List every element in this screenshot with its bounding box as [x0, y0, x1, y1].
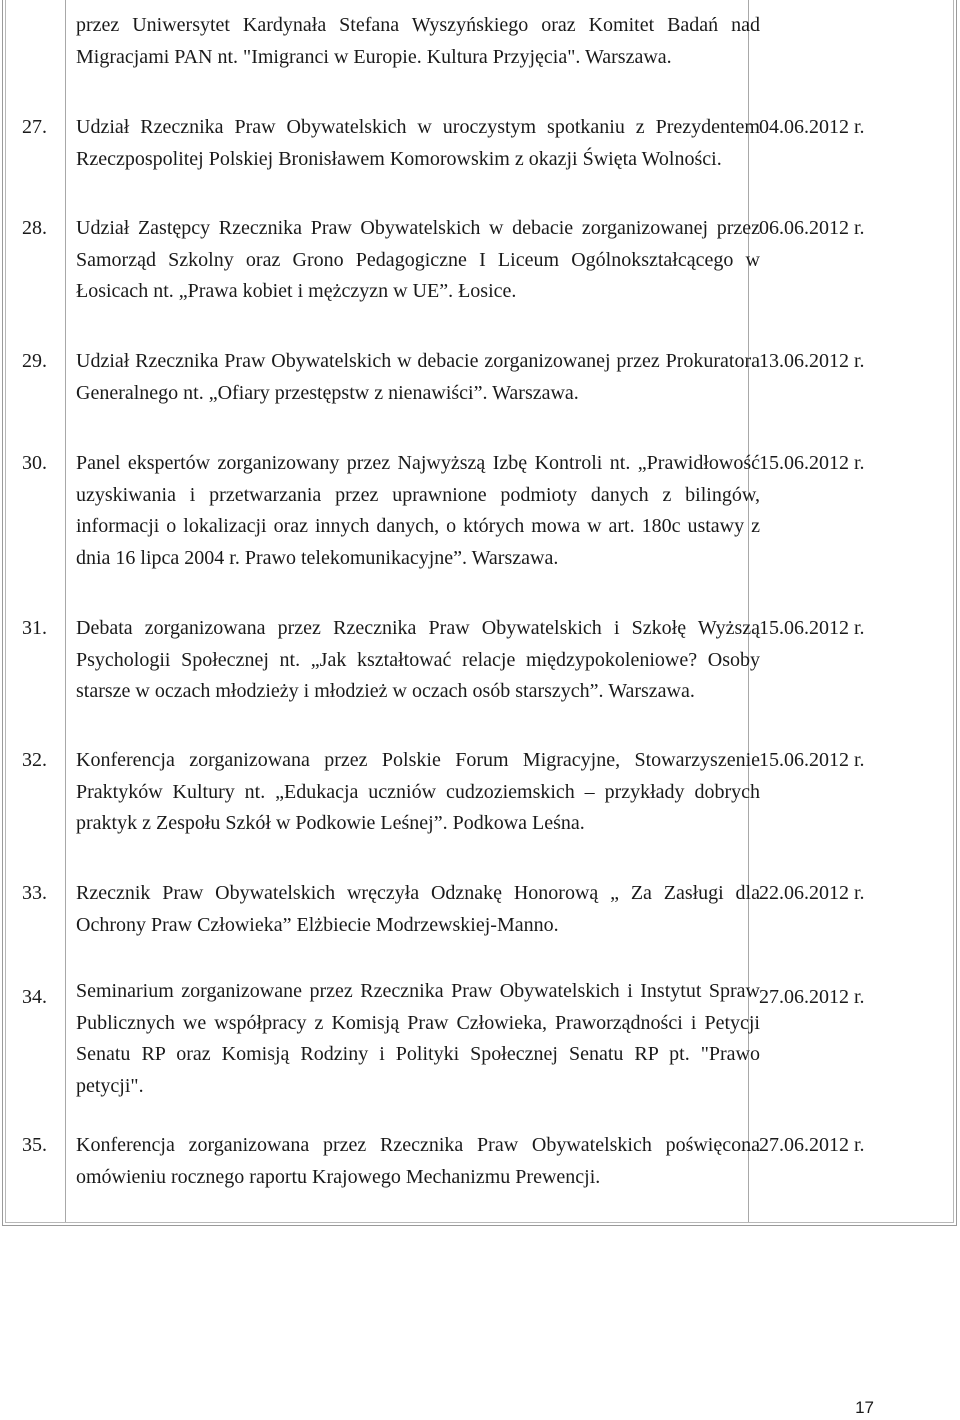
row-description: Udział Zastępcy Rzecznika Praw Obywatelskich w debacie zorganizowanej przez Samorząd Szkolny oraz Grono Pedagogiczne I Liceum Ogólnokształcącego w Łosicach nt. „Prawa kobiet i mężczyzn w UE”. Łosice.	[76, 217, 760, 302]
row-description: Konferencja zorganizowana przez Polskie Forum Migracyjne, Stowarzyszenie Praktyków Kultury nt. „Edukacja uczniów cudzoziemskich – przykłady dobrych praktyk z Zespołu Szkół w Podkowie Leśnej”. Podkowa Leśna.	[76, 749, 760, 834]
row-number: 28.	[22, 217, 47, 239]
row-date: 27.06.2012 r.	[759, 986, 865, 1008]
row-number: 34.	[22, 986, 47, 1008]
row-date: 15.06.2012 r.	[759, 617, 865, 639]
row-date: 04.06.2012 r.	[759, 116, 865, 138]
row-number: 31.	[22, 617, 47, 639]
row-description: Panel ekspertów zorganizowany przez Najwyższą Izbę Kontroli nt. „Prawidłowość uzyskiwania i przetwarzania przez uprawnione podmioty danych z bilingów, informacji o lokalizacji oraz innych danych, o których mowa w art. 180c ustawy z dnia 16 lipca 2004 r. Prawo telekomunikacyjne”. Warszawa.	[76, 452, 760, 569]
column-divider-left	[65, 0, 66, 1222]
row-date: 15.06.2012 r.	[759, 452, 865, 474]
row-description: Rzecznik Praw Obywatelskich wręczyła Odznakę Honorową „ Za Zasługi dla Ochrony Praw Człowieka” Elżbiecie Modrzewskiej-Manno.	[76, 882, 760, 936]
row-description: Seminarium zorganizowane przez Rzecznika Praw Obywatelskich i Instytut Spraw Publicznych we współpracy z Komisją Praw Człowieka, Praworządności i Petycji Senatu RP oraz Komisją Rodziny i Polityki Społecznej Senatu RP pt. "Prawo petycji".	[76, 980, 760, 1097]
row-date: 27.06.2012 r.	[759, 1134, 865, 1156]
row-description: przez Uniwersytet Kardynała Stefana Wyszyńskiego oraz Komitet Badań nad Migracjami PAN nt. "Imigranci w Europie. Kultura Przyjęcia". Warszawa.	[76, 14, 760, 68]
row-number: 29.	[22, 350, 47, 372]
row-number: 35.	[22, 1134, 47, 1156]
row-date: 06.06.2012 r.	[759, 217, 865, 239]
row-number: 27.	[22, 116, 47, 138]
row-description: Konferencja zorganizowana przez Rzecznika Praw Obywatelskich poświęcona omówieniu rocznego raportu Krajowego Mechanizmu Prewencji.	[76, 1134, 760, 1188]
row-date: 22.06.2012 r.	[759, 882, 865, 904]
row-number: 32.	[22, 749, 47, 771]
row-date: 15.06.2012 r.	[759, 749, 865, 771]
row-description: Debata zorganizowana przez Rzecznika Praw Obywatelskich i Szkołę Wyższą Psychologii Społecznej nt. „Jak kształtować relacje międzypokoleniowe? Osoby starsze w oczach młodzieży i młodzież w oczach osób starszych”. Warszawa.	[76, 617, 760, 702]
row-date: 13.06.2012 r.	[759, 350, 865, 372]
row-number: 30.	[22, 452, 47, 474]
row-description: Udział Rzecznika Praw Obywatelskich w uroczystym spotkaniu z Prezydentem Rzeczpospolitej Polskiej Bronisławem Komorowskim z okazji Święta Wolności.	[76, 116, 760, 170]
page-number: 17	[855, 1398, 874, 1417]
row-description: Udział Rzecznika Praw Obywatelskich w debacie zorganizowanej przez Prokuratora Generalnego nt. „Ofiary przestępstw z nienawiści”. Warszawa.	[76, 350, 760, 404]
row-number: 33.	[22, 882, 47, 904]
